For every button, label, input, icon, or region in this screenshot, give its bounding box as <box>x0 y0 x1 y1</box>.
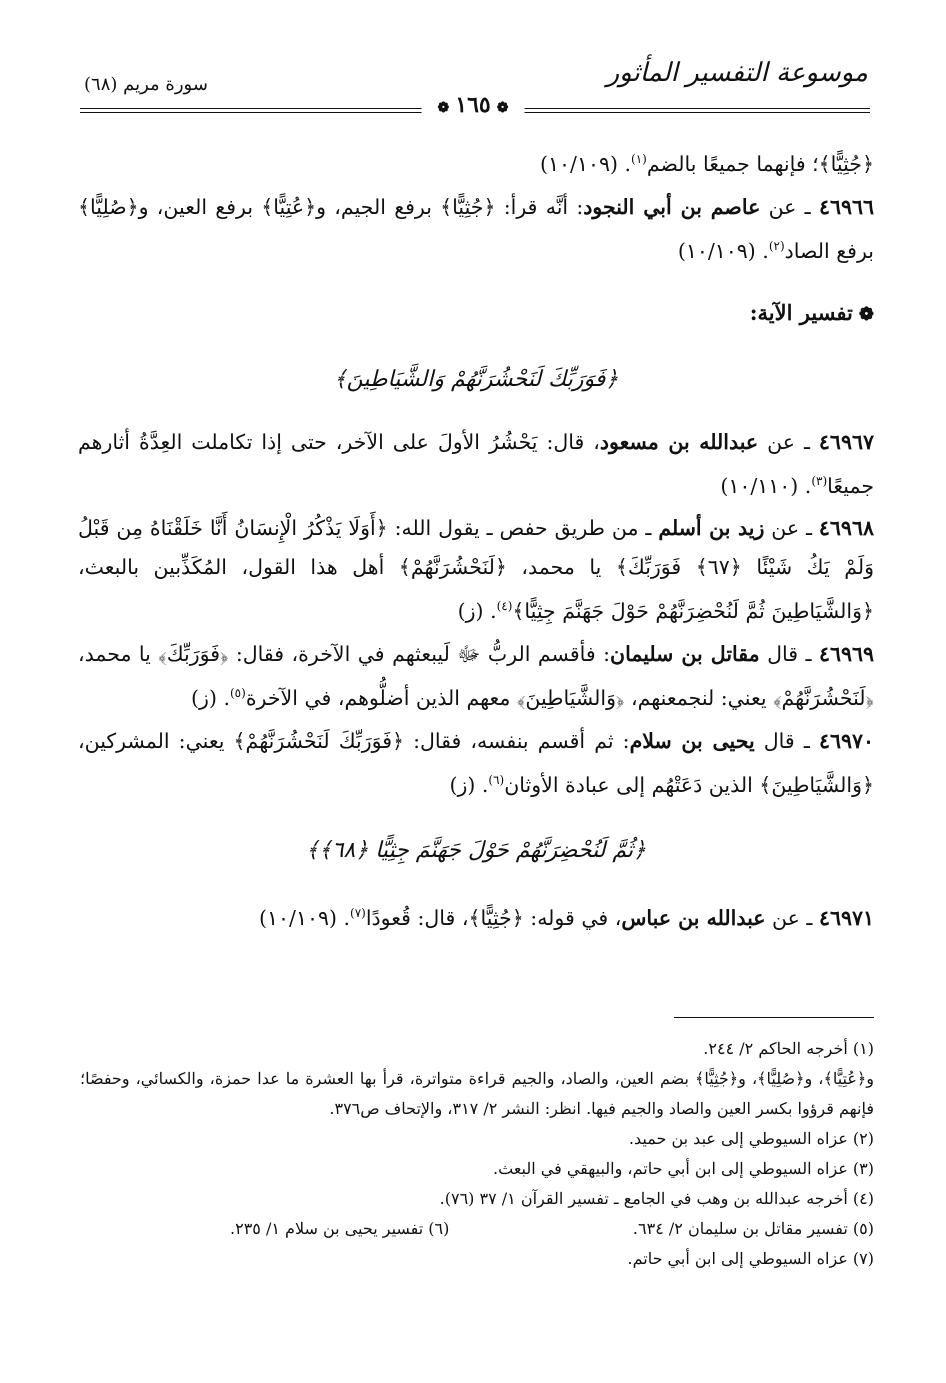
ornament-icon: ❁ <box>437 100 450 116</box>
footnote-6: (٦) تفسير يحيى بن سلام ١/ ٢٣٥. <box>230 1219 450 1238</box>
book-title: موسوعة التفسير المأثور <box>606 58 868 88</box>
source-ref: . (ز) <box>191 686 230 711</box>
narration-number: ٤٦٩٧٠ <box>818 729 874 754</box>
narrator-name: زيد بن أسلم <box>658 516 765 541</box>
footnote-ref: (٥) <box>229 686 246 701</box>
section-title: تفسير الآية: <box>749 299 853 325</box>
footnote-5: (٥) تفسير مقاتل بن سليمان ٢/ ٦٣٤. <box>632 1219 874 1238</box>
verse-heading-2: ﴿ثُمَّ لَنُحْضِرَنَّهُمْ حَوْلَ جَهَنَّمَ جِثِيًّا ﴿٦٨﴾﴾ <box>305 837 647 863</box>
narration-number: ٤٦٩٦٨ <box>818 516 874 541</box>
source-ref: . (ز) <box>449 772 489 797</box>
narrator-name: عاصم بن أبي النجود <box>583 194 761 219</box>
narration-text: : ثم أقسم بنفسه، فقال: ﴿فَوَرَبِّكَ لَنَحْشُرَنَّهُمْ﴾ يعني: المشركين، ﴿وَالشَّيَاطِينَ﴾ الذين دَعَتْهُم إلى عبادة الأوثان <box>78 729 874 797</box>
footnote-row-5-6 <box>80 1214 874 1244</box>
narration-46969 <box>78 635 874 718</box>
footnote-2: (٢) عزاه السيوطي إلى عبد بن حميد. <box>628 1129 874 1148</box>
narration-46967 <box>78 423 874 506</box>
section-heading <box>78 293 874 334</box>
narration-text: ـ من طريق حفص ـ يقول الله: ﴿أَوَلَا يَذْكُرُ الْإِنسَانُ أَنَّا خَلَقْنَاهُ مِن قَبْلُ وَلَمْ يَكُ شَيْئًا ﴿٦٧﴾ فَوَرَبِّكَ﴾ يا محمد، ﴿لَنَحْشُرَنَّهُمْ﴾ أهل هذا القول، المُكَذِّبين بالبعث، ﴿وَالشَّيَاطِينَ ثُمَّ لَنُحْضِرَنَّهُمْ حَوْلَ جَهَنَّمَ جِثِيًّا﴾ <box>78 516 874 624</box>
narrator-name: مقاتل بن سليمان <box>610 642 760 667</box>
intro-text: ﴿جُثِيًّا﴾؛ فإنهما جميعًا بالضم <box>646 151 874 176</box>
narration-number: ٤٦٩٦٩ <box>818 642 875 667</box>
footnote-ref: (٦) <box>488 773 505 788</box>
narration-text: : أنَّه قرأ: ﴿جُثِيًّا﴾ برفع الجيم، و﴿عُتِيًّا﴾ برفع العين، و﴿صُلِيًّا﴾ برفع الصاد <box>78 194 874 263</box>
footnote-3: (٣) عزاه السيوطي إلى ابن أبي حاتم، والبيهقي في البعث. <box>493 1159 874 1178</box>
footnote-1-note: و﴿عُتِيًّا﴾، و﴿صُلِيًّا﴾، و﴿جُثِيًّا﴾ بضم العين، والصاد، والجيم قراءة متواترة، قرأ بها العشرة ما عدا حمزة، والكسائي، وحفصًا؛ فإنهم قرؤوا بكسر العين والصاد والجيم فيها. انظر: النشر ٢/ ٣١٧، والإتحاف ص٣٧٦. <box>80 1069 874 1118</box>
narration-number: ٤٦٩٧١ <box>818 905 874 930</box>
ornament-icon: ❁ <box>496 100 509 116</box>
narration-intro: ـ عن <box>764 516 819 541</box>
surah-label: سورة مريم (٦٨) <box>84 74 208 95</box>
footnote-ref: (٧) <box>350 905 366 920</box>
page-number <box>422 92 525 118</box>
narration-46970 <box>78 722 874 805</box>
narration-intro: ـ عن <box>760 194 819 219</box>
footnote-ref: (٤) <box>496 599 513 614</box>
narration-number: ٤٦٩٦٦ <box>818 194 874 219</box>
flower-icon: ❁ <box>858 303 874 325</box>
narration-intro: ـ عن <box>758 429 819 454</box>
narration-46966 <box>78 188 874 271</box>
narration-number: ٤٦٩٦٧ <box>818 429 874 454</box>
footnote-ref: (٣) <box>811 473 828 488</box>
footnote-rule <box>674 1017 874 1018</box>
footnote-4: (٤) أخرجه عبدالله بن وهب في الجامع ـ تفسير القرآن ١/ ٣٧ (٧٦). <box>439 1189 874 1208</box>
source-ref: . (١٠/١١٠) <box>720 473 812 498</box>
footnote-ref: (١) <box>631 152 647 166</box>
narration-text: ، قال: يَحْشُرُ الأولَ على الآخر، حتى إذا تكاملت العِدَّةُ أثارهم جميعًا <box>78 429 874 498</box>
footnotes <box>80 1034 874 1274</box>
narrator-name: عبدالله بن عباس <box>621 905 766 930</box>
main-text <box>78 140 874 942</box>
narration-text: : فأقسم الربُّ ﷻ لَيبعثهم في الآخرة، فقال: ﴿فَوَرَبِّكَ﴾ يا محمد، ﴿لَنَحْشُرَنَّهُمْ﴾ يعني: لنجمعنهم، ﴿وَالشَّيَاطِينَ﴾ معهم الذين أضلُّوهم، في الآخرة <box>78 642 874 711</box>
footnote-ref: (٢) <box>768 238 785 253</box>
source-ref: . (ز) <box>457 599 497 624</box>
narration-46971 <box>78 894 874 938</box>
intro-line <box>78 140 874 184</box>
narration-intro: ـ قال <box>754 729 819 754</box>
narration-46968 <box>78 509 874 631</box>
narrator-name: عبدالله بن مسعود <box>599 429 759 454</box>
narration-text: ، في قوله: ﴿جُثِيًّا﴾، قال: قُعودًا <box>365 905 622 930</box>
page-number-value: ١٦٥ <box>455 92 491 118</box>
narrator-name: يحيى بن سلام <box>629 729 755 754</box>
source-ref: . (١٠/١٠٩) <box>677 238 769 263</box>
source-ref: . (١٠/١٠٩) <box>540 151 632 176</box>
footnote-7: (٧) عزاه السيوطي إلى ابن أبي حاتم. <box>627 1249 874 1268</box>
narration-intro: ـ عن <box>765 905 819 930</box>
narration-intro: ـ قال <box>759 642 819 667</box>
footnote-1: (١) أخرجه الحاكم ٢/ ٢٤٤. <box>703 1039 874 1058</box>
source-ref: . (١٠/١٠٩) <box>259 905 351 930</box>
verse-heading-1: ﴿فَوَرَبِّكَ لَنَحْشُرَنَّهُمْ وَالشَّيَاطِينَ﴾ <box>333 366 619 392</box>
